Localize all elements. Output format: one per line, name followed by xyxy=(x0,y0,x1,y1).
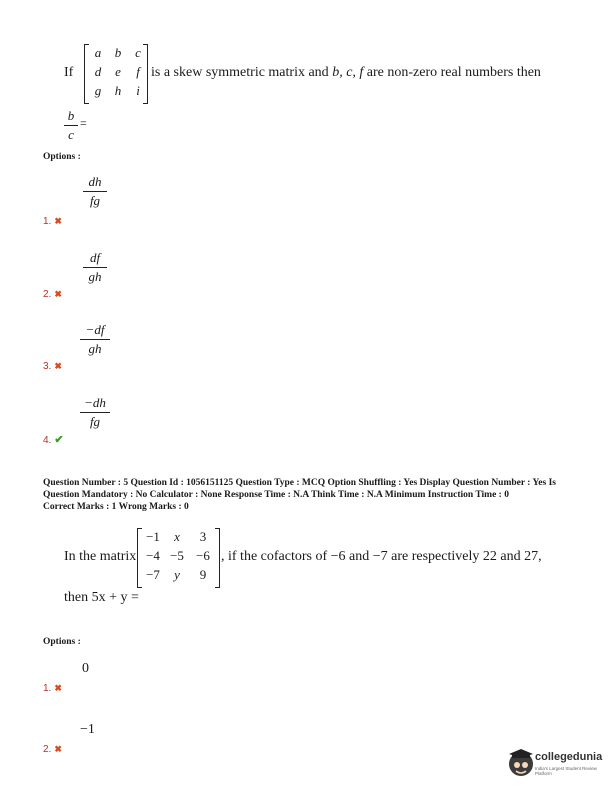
brand-tagline: India's Largest Student Review Platform xyxy=(535,766,597,776)
q4-fraction xyxy=(64,108,78,143)
q5-cell-2-2: 9 xyxy=(199,567,207,582)
q4-opt4-num: −dh xyxy=(80,395,110,413)
cross-icon: ✖ xyxy=(54,289,62,299)
q4-statement xyxy=(151,65,541,81)
q5-cell-1-1: −5 xyxy=(170,548,184,563)
q4-cell-0-0: a xyxy=(94,45,102,60)
q4-cell-0-2: c xyxy=(135,45,141,60)
q5-cell-1-0: −4 xyxy=(146,548,160,563)
q4-option-2-fraction[interactable] xyxy=(83,250,107,285)
q4-cell-2-1: h xyxy=(114,83,122,98)
q5-meta-line-1: Question Number : 5 Question Id : 1056151125 Question Type : MCQ Option Shuffling : Yes Display Question Number : Yes Is xyxy=(43,478,556,488)
q4-opt2-num: df xyxy=(83,250,107,268)
q4-cell-2-0: g xyxy=(94,83,102,98)
q5-meta-line-2: Question Mandatory : No Calculator : None Response Time : N.A Think Time : N.A Minimum Instruction Time : 0 xyxy=(43,490,509,500)
q5-opt1-number: 1. xyxy=(43,683,52,694)
brand-name: collegedunia xyxy=(535,751,603,763)
q4-statement-text-b: are non-zero real numbers then xyxy=(363,65,541,80)
cross-icon: ✖ xyxy=(54,361,62,371)
q5-cell-2-0: −7 xyxy=(146,567,160,582)
q5-option-2-label[interactable] xyxy=(43,744,62,755)
cross-icon: ✖ xyxy=(54,216,62,226)
q4-cell-0-1: b xyxy=(114,45,122,60)
q5-cell-2-1: y xyxy=(174,567,180,582)
q5-cell-0-0: −1 xyxy=(146,529,160,544)
q4-option-1-fraction[interactable] xyxy=(83,174,107,209)
q4-option-4-label[interactable] xyxy=(43,433,64,446)
q4-opt3-den: gh xyxy=(88,341,102,356)
q4-opt4-den: fg xyxy=(89,414,101,429)
q5-meta-line-3: Correct Marks : 1 Wrong Marks : 0 xyxy=(43,502,189,512)
q4-opt1-number: 1. xyxy=(43,216,52,227)
q4-opt2-number: 2. xyxy=(43,289,52,300)
q4-opt2-den: gh xyxy=(88,269,102,284)
q5-cell-0-2: 3 xyxy=(199,529,207,544)
cross-icon: ✖ xyxy=(54,683,62,693)
q5-statement: , if the cofactors of −6 and −7 are respectively 22 and 27, xyxy=(221,549,542,564)
q4-frac-num: b xyxy=(64,108,78,126)
q4-statement-text-a: is a skew symmetric matrix and xyxy=(151,65,333,80)
q5-matrix-right-bracket xyxy=(215,528,220,588)
q5-line-2: then 5x + y = xyxy=(64,590,139,605)
q5-matrix xyxy=(141,529,217,586)
q5-cell-0-1: x xyxy=(174,529,180,544)
q4-opt3-num: −df xyxy=(80,322,110,340)
q5-cell-1-2: −6 xyxy=(196,548,210,563)
q4-opt3-number: 3. xyxy=(43,361,52,372)
q4-statement-vars: b, c, f xyxy=(332,65,364,80)
q5-option-1-label[interactable] xyxy=(43,683,62,694)
q4-option-3-label[interactable] xyxy=(43,361,62,372)
q4-option-4-fraction[interactable] xyxy=(80,395,110,430)
q4-matrix xyxy=(88,45,148,102)
q4-cell-1-0: d xyxy=(94,64,102,79)
q5-option-2-value[interactable]: −1 xyxy=(80,722,95,737)
q5-prefix: In the matrix xyxy=(64,549,137,564)
q4-equals: = xyxy=(80,116,87,130)
cross-icon: ✖ xyxy=(54,744,62,754)
q4-options-label: Options : xyxy=(43,152,81,162)
q5-opt2-number: 2. xyxy=(43,744,52,755)
q4-opt1-num: dh xyxy=(83,174,107,192)
q4-frac-den: c xyxy=(68,127,74,142)
q4-cell-1-2: f xyxy=(136,64,140,79)
q4-option-1-label[interactable] xyxy=(43,216,62,227)
q4-matrix-right-bracket xyxy=(143,44,148,104)
q4-opt1-den: fg xyxy=(89,193,101,208)
q4-option-3-fraction[interactable] xyxy=(80,322,110,357)
q4-prefix: If xyxy=(64,65,74,80)
q5-options-label: Options : xyxy=(43,637,81,647)
q4-cell-1-1: e xyxy=(115,64,121,79)
q4-opt4-number: 4. xyxy=(43,435,52,446)
q4-cell-2-2: i xyxy=(136,83,140,98)
check-icon: ✔ xyxy=(54,434,64,446)
q5-option-1-value[interactable]: 0 xyxy=(82,661,89,676)
q4-option-2-label[interactable] xyxy=(43,289,62,300)
